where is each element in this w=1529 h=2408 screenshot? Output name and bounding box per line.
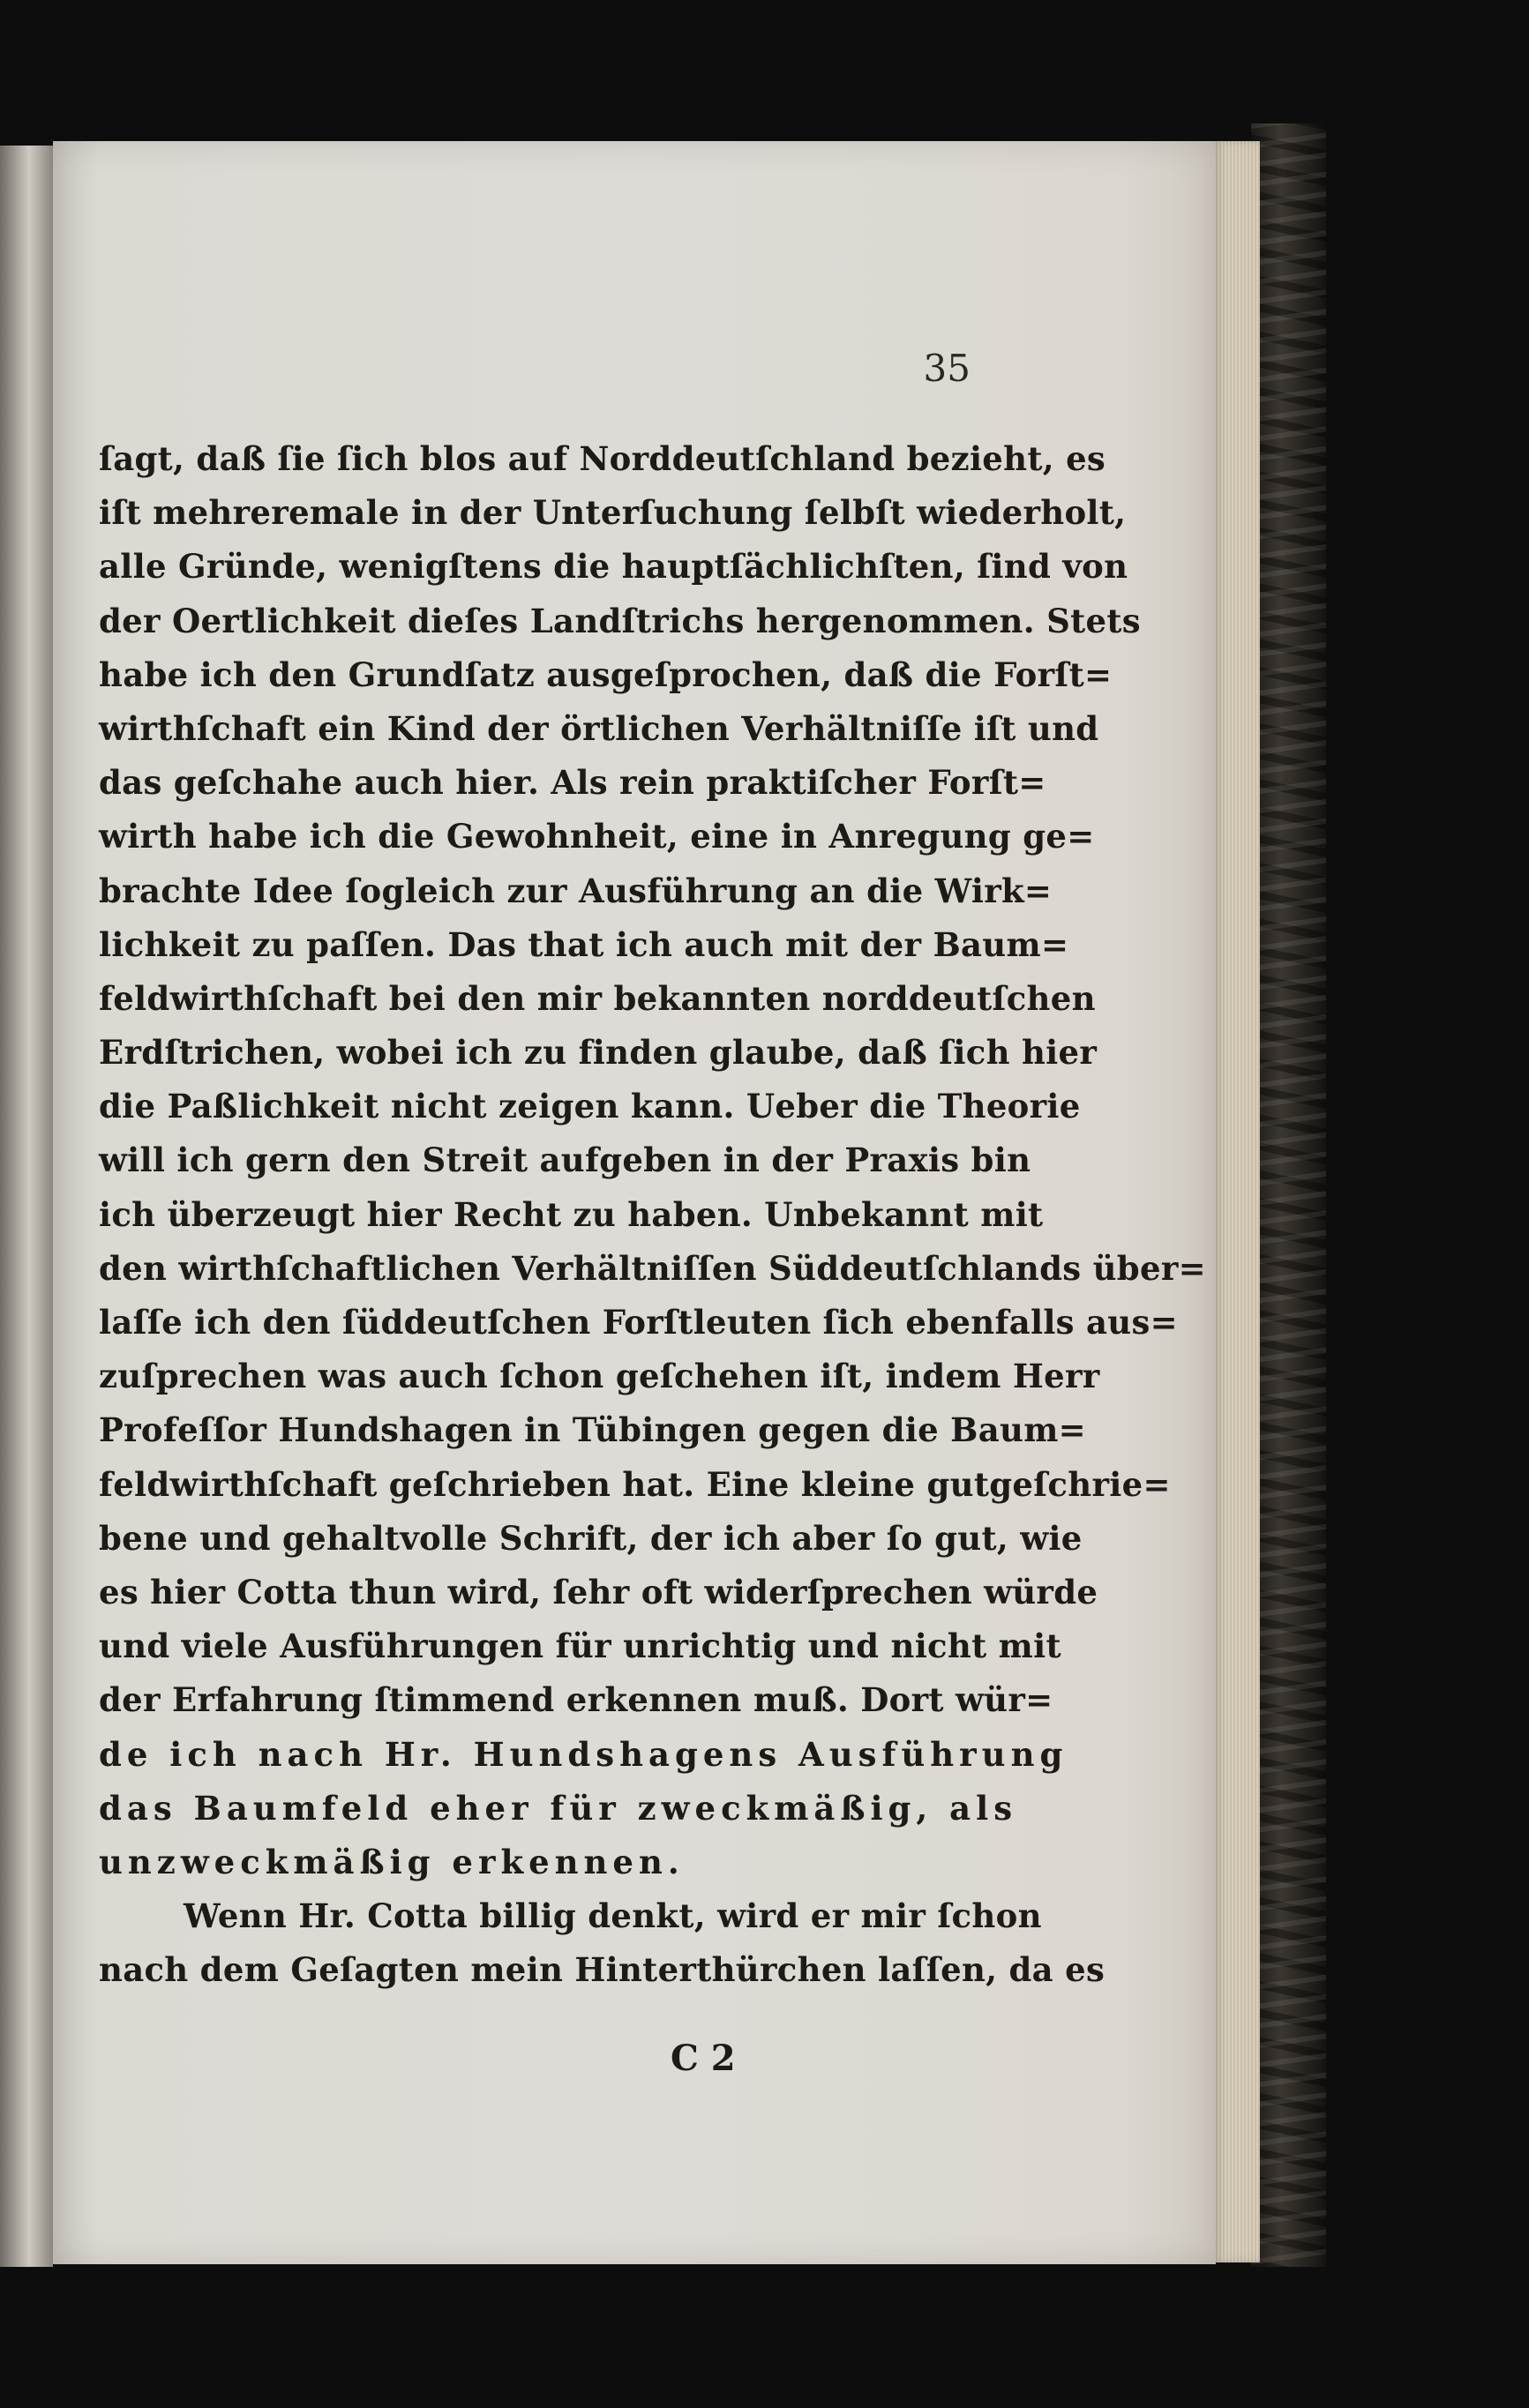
text-line: der Oertlichkeit dieſes Landſtrichs hergenommen. Stets [99, 601, 1141, 640]
text-line: alle Gründe, wenigſtens die hauptſächlichſten, ſind von [99, 547, 1128, 587]
text-line: es hier Cotta thun wird, ſehr oft widerſprechen würde [99, 1572, 1098, 1612]
text-line: die Paßlichkeit nicht zeigen kann. Ueber die Theorie [99, 1087, 1081, 1126]
text-line: iſt mehreremale in der Unterſuchung ſelbſt wiederholt, [99, 493, 1127, 533]
body-text [99, 432, 1206, 1997]
text-line-spaced: unzweckmäßig erkennen. [99, 1842, 685, 1881]
page-block-edge [1214, 141, 1260, 2262]
text-line: ich überzeugt hier Recht zu haben. Unbekannt mit [99, 1194, 1044, 1234]
facing-page-edge [0, 146, 53, 2267]
text-line: brachte Idee ſogleich zur Ausführung an die Wirk= [99, 871, 1053, 910]
text-line: das geſchahe auch hier. Als rein praktiſcher Forſt= [99, 763, 1046, 803]
page-number: 35 [923, 347, 971, 390]
text-line: wirth habe ich die Gewohnheit, eine in Anregung ge= [99, 817, 1095, 856]
signature-mark: C 2 [671, 2038, 736, 2079]
text-line: nach dem Geſagten mein Hinterthürchen laſſen, da es [99, 1950, 1106, 1990]
text-line: habe ich den Grundſatz ausgeſprochen, daß die Forſt= [99, 654, 1113, 694]
text-line: laſſe ich den ſüddeutſchen Forſtleuten ſich ebenfalls aus= [99, 1303, 1178, 1342]
text-line: feldwirthſchaft geſchrieben hat. Eine kleine gutgeſchrie= [99, 1464, 1171, 1504]
text-line: will ich gern den Streit aufgeben in der Praxis bin [99, 1140, 1031, 1180]
marbled-cover [1251, 123, 1326, 2267]
paragraph-start-line: Wenn Hr. Cotta billig denkt, wird er mir ſchon [184, 1896, 1042, 1936]
text-line: lichkeit zu paſſen. Das that ich auch mit der Baum= [99, 924, 1069, 964]
text-line-spaced: das Baumfeld eher für zweckmäßig, als [99, 1788, 1018, 1828]
text-line: Erdſtrichen, wobei ich zu finden glaube, daß ſich hier [99, 1033, 1098, 1073]
text-line: ſagt, daß ſie ſich blos auf Norddeutſchland bezieht, es [99, 439, 1106, 478]
text-line: wirthſchaft ein Kind der örtlichen Verhältniſſe iſt und [99, 708, 1099, 748]
text-line: feldwirthſchaft bei den mir bekannten norddeutſchen [99, 978, 1096, 1018]
text-line: Profeſſor Hundshagen in Tübingen gegen die Baum= [99, 1410, 1086, 1450]
text-line: und viele Ausführungen für unrichtig und nicht mit [99, 1627, 1061, 1666]
text-line: zuſprechen was auch ſchon geſchehen iſt, indem Herr [99, 1357, 1100, 1396]
text-line: den wirthſchaftlichen Verhältniſſen Süddeutſchlands über= [99, 1248, 1206, 1288]
text-line: bene und gehaltvolle Schrift, der ich aber ſo gut, wie [99, 1518, 1083, 1558]
text-line: der Erfahrung ſtimmend erkennen muß. Dort wür= [99, 1680, 1053, 1720]
text-line-spaced: de ich nach Hr. Hundshagens Ausführung [99, 1734, 1068, 1774]
